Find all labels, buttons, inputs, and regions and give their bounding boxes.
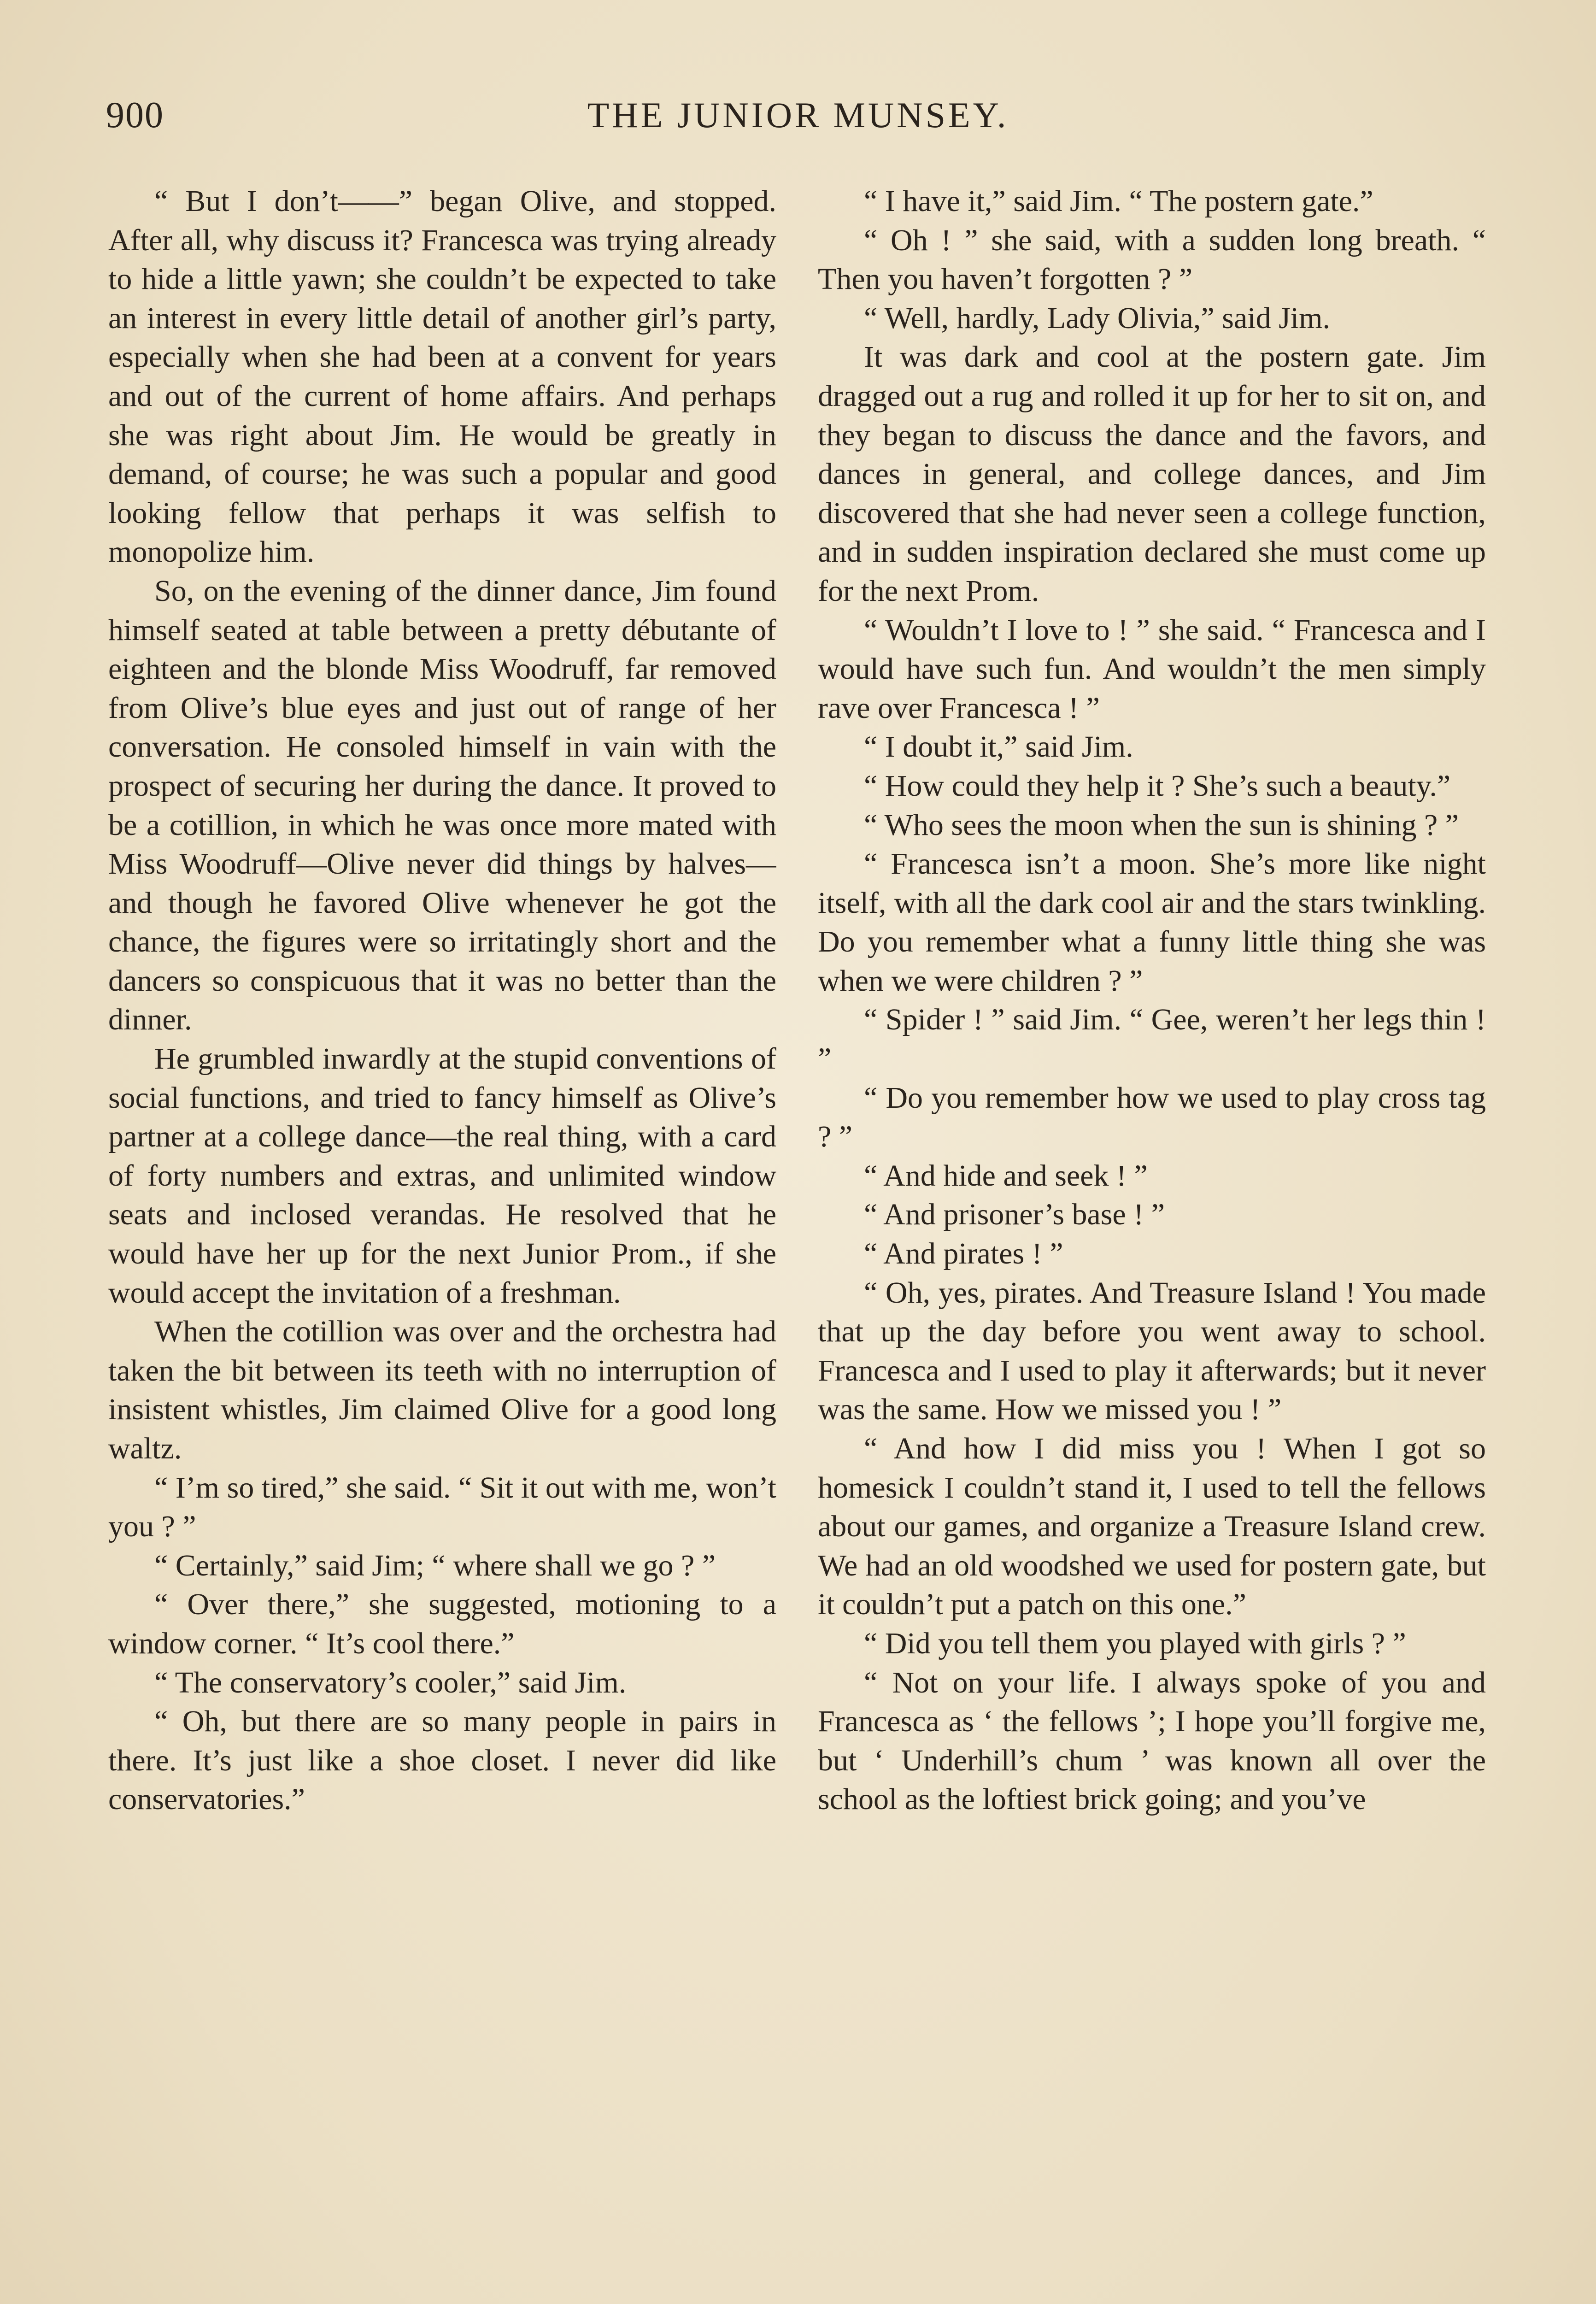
paragraph: “ Wouldn’t I love to ! ” she said. “ Francesca and I would have such fun. And wouldn’t the men simply rave over Francesca ! ” <box>818 613 1486 725</box>
running-title: THE JUNIOR MUNSEY. <box>587 95 1009 135</box>
paragraph: “ Who sees the moon when the sun is shining ? ” <box>864 808 1459 842</box>
paragraph: It was dark and cool at the postern gate. Jim dragged out a rug and rolled it up for her to sit on, and they began to discuss the dance and the favors, and dances in general, and college dances, and Jim discovered that she had never seen a college function, and in sudden inspiration declared she must come up for the next Prom. <box>818 340 1486 608</box>
paragraph: “ And prisoner’s base ! ” <box>864 1198 1165 1232</box>
paragraph: He grumbled inwardly at the stupid conventions of social functions, and tried to fancy himself as Olive’s partner at a college dance—the real thing, with a card of forty numbers and extras, and unlimited window seats and inclosed verandas. He resolved that he would have her up for the next Junior Prom., if she would accept the invitation of a freshman. <box>108 1042 776 1310</box>
paragraph: “ Not on your life. I always spoke of you and Francesca as ‘ the fellows ’; I hope you’ll forgive me, but ‘ Underhill’s chum ’ was known all over the school as the loftiest brick going; and you’ve <box>818 1665 1486 1816</box>
paragraph: “ I’m so tired,” she said. “ Sit it out with me, won’t you ? ” <box>108 1470 776 1544</box>
paragraph: “ But I don’t——” began Olive, and stopped. After all, why discuss it? Francesca was trying already to hide a little yawn; she couldn’t be expected to take an interest in every little detail of another girl’s party, especially when she had been at a convent for years and out of the current of home affairs. And perhaps she was right about Jim. He would be greatly in demand, of course; he was such a popular and good looking fellow that perhaps it was selfish to monopolize him. <box>108 184 776 569</box>
paragraph: “ And how I did miss you ! When I got so homesick I couldn’t stand it, I used to tell the fellows about our games, and organize a Treasure Island crew. We had an old woodshed we used for postern gate, but it couldn’t put a patch on this one.” <box>818 1432 1486 1622</box>
page-number: 900 <box>106 95 164 135</box>
right-column <box>818 182 1486 2304</box>
paragraph: “ Did you tell them you played with girls ? ” <box>864 1626 1406 1660</box>
page-header <box>106 94 1490 145</box>
paragraph: “ I have it,” said Jim. “ The postern gate.” <box>864 184 1373 218</box>
paragraph: “ Oh, yes, pirates. And Treasure Island ! You made that up the day before you went away to school. Francesca and I used to play it afterwards; but it never was the same. How we missed you ! ” <box>818 1275 1486 1427</box>
paragraph: “ Do you remember how we used to play cross tag ? ” <box>818 1081 1486 1154</box>
paragraph: “ Certainly,” said Jim; “ where shall we go ? ” <box>154 1548 716 1582</box>
paragraph: “ I doubt it,” said Jim. <box>864 730 1133 764</box>
paragraph: “ Oh, but there are so many people in pairs in there. It’s just like a shoe closet. I never did like conservatories.” <box>108 1704 776 1816</box>
paragraph: So, on the evening of the dinner dance, Jim found himself seated at table between a pretty débutante of eighteen and the blonde Miss Woodruff, far removed from Olive’s blue eyes and just out of range of her conversation. He consoled himself in vain with the prospect of securing her during the dance. It proved to be a cotillion, in which he was once more mated with Miss Woodruff—Olive never did things by halves—and though he favored Olive whenever he got the chance, the figures were so irritatingly short and the dancers so conspicuous that it was no better than the dinner. <box>108 574 776 1037</box>
paragraph: “ The conservatory’s cooler,” said Jim. <box>154 1665 627 1699</box>
paragraph: “ Over there,” she suggested, motioning to a window corner. “ It’s cool there.” <box>108 1587 776 1660</box>
paragraph: “ Well, hardly, Lady Olivia,” said Jim. <box>864 301 1330 335</box>
paragraph: “ Francesca isn’t a moon. She’s more like night itself, with all the dark cool air and the stars twinkling. Do you remember what a funny little thing she was when we were children ? ” <box>818 847 1486 998</box>
paragraph: “ How could they help it ? She’s such a beauty.” <box>864 769 1451 803</box>
paragraph: “ Oh ! ” she said, with a sudden long breath. “ Then you haven’t forgotten ? ” <box>818 223 1486 296</box>
paragraph: “ And pirates ! ” <box>864 1237 1063 1271</box>
left-column <box>108 182 776 2304</box>
paragraph: When the cotillion was over and the orchestra had taken the bit between its teeth with no interruption of insistent whistles, Jim claimed Olive for a good long waltz. <box>108 1315 776 1465</box>
paragraph: “ And hide and seek ! ” <box>864 1158 1148 1193</box>
paragraph: “ Spider ! ” said Jim. “ Gee, weren’t her legs thin ! ” <box>818 1003 1486 1076</box>
